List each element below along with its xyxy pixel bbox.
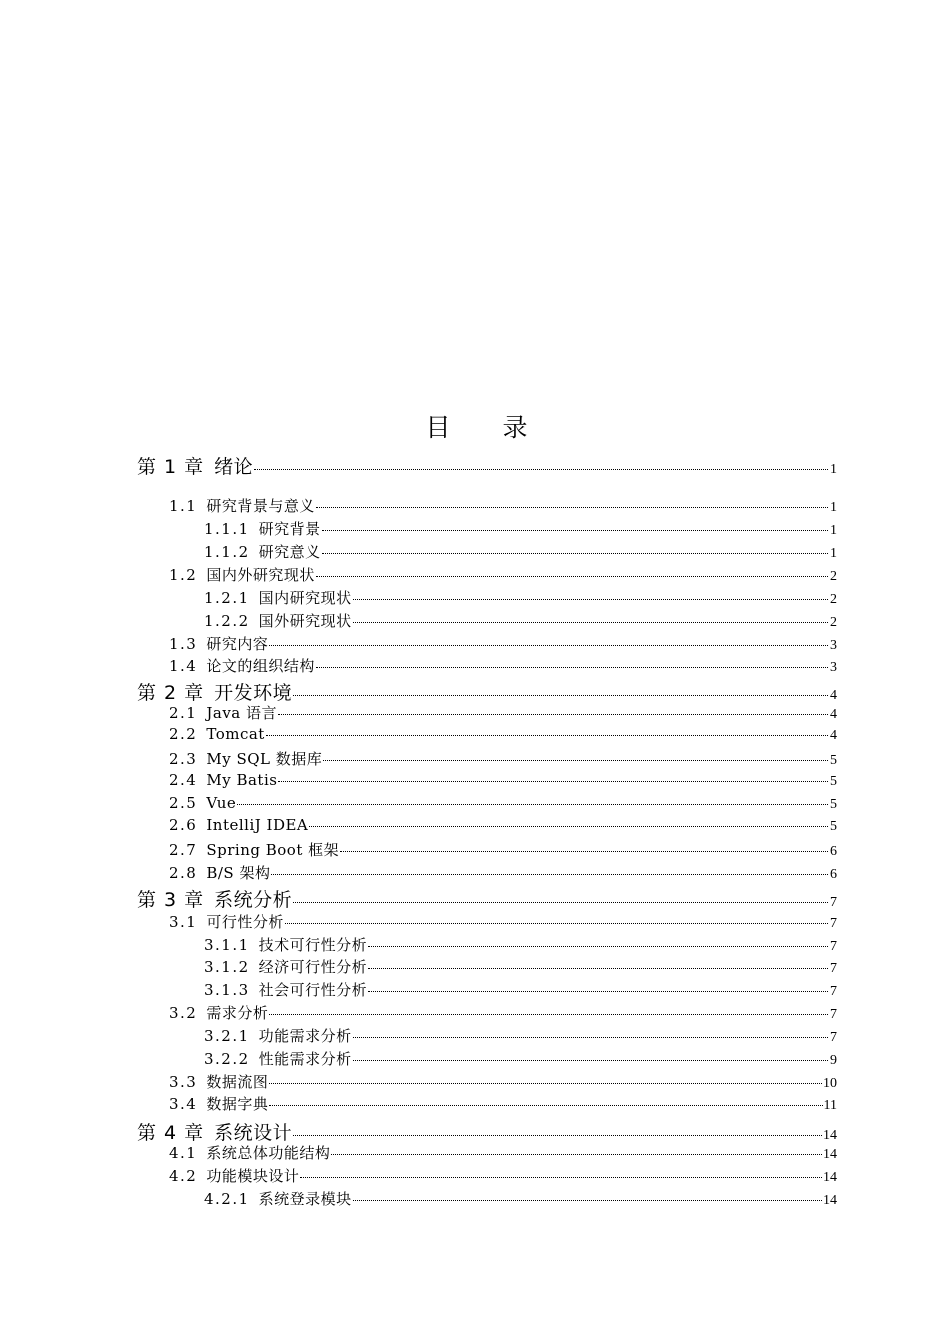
toc-entry-title: 技术可行性分析 bbox=[258, 936, 368, 954]
toc-entry-number: 第 3 章 bbox=[137, 889, 205, 911]
toc-entry-title: 数据流图 bbox=[206, 1073, 269, 1091]
toc-entry-number: 3.2.1 bbox=[204, 1027, 250, 1045]
toc-entry-page: 14 bbox=[823, 1193, 837, 1208]
toc-entry-page: 5 bbox=[830, 774, 837, 789]
toc-entry-number: 4.2 bbox=[169, 1167, 198, 1185]
toc-entry-number: 4.1 bbox=[169, 1144, 198, 1162]
toc-entry-number: 第 2 章 bbox=[137, 682, 205, 704]
toc-entry[interactable] bbox=[204, 610, 837, 631]
toc-entry-title: 研究背景 bbox=[258, 520, 321, 538]
toc-entry[interactable] bbox=[169, 1093, 837, 1114]
toc-entry[interactable] bbox=[137, 885, 837, 912]
toc-entry-title: 开发环境 bbox=[214, 682, 293, 704]
toc-entry-page: 3 bbox=[830, 638, 837, 653]
toc-entry[interactable] bbox=[169, 911, 837, 932]
toc-entry-title: 社会可行性分析 bbox=[258, 981, 368, 999]
toc-entry-page: 3 bbox=[830, 660, 837, 675]
toc-entry-page: 1 bbox=[830, 462, 837, 477]
toc-entry-title: IntelliJ IDEA bbox=[206, 816, 309, 834]
dot-leader bbox=[340, 851, 828, 852]
toc-entry-number: 第 1 章 bbox=[137, 456, 205, 478]
toc-entry[interactable] bbox=[204, 979, 837, 1000]
toc-entry[interactable] bbox=[169, 1165, 837, 1186]
toc-entry-title: 经济可行性分析 bbox=[258, 958, 368, 976]
dot-leader bbox=[293, 902, 828, 903]
toc-entry-title: 系统总体功能结构 bbox=[206, 1144, 331, 1162]
dot-leader bbox=[300, 1177, 822, 1178]
toc-entry-title: 国外研究现状 bbox=[258, 612, 352, 630]
toc-entry-title: 功能模块设计 bbox=[206, 1167, 300, 1185]
toc-entry-page: 10 bbox=[823, 1076, 837, 1091]
toc-entry-number: 1.3 bbox=[169, 635, 198, 653]
toc-entry-title: Java 语言 bbox=[206, 704, 278, 722]
toc-entry-title: 论文的组织结构 bbox=[206, 657, 315, 675]
toc-entry-number: 2.7 bbox=[169, 841, 198, 859]
toc-entry[interactable] bbox=[169, 655, 837, 676]
toc-entry-number: 1.1.1 bbox=[204, 520, 250, 538]
toc-entry[interactable] bbox=[169, 839, 837, 860]
toc-entry-title: Tomcat bbox=[206, 725, 265, 743]
toc-entry-page: 7 bbox=[830, 895, 837, 910]
toc-entry-title: 研究背景与意义 bbox=[206, 497, 315, 515]
toc-entry-page: 11 bbox=[823, 1098, 837, 1113]
toc-entry-page: 1 bbox=[830, 523, 837, 538]
toc-entry-title: 系统登录模块 bbox=[258, 1190, 352, 1208]
toc-entry-page: 1 bbox=[830, 546, 837, 561]
toc-entry-page: 14 bbox=[823, 1147, 837, 1162]
toc-entry-title: B/S 架构 bbox=[206, 864, 271, 882]
toc-entry-page: 7 bbox=[830, 1007, 837, 1022]
dot-leader bbox=[323, 760, 828, 761]
toc-entry-page: 2 bbox=[830, 569, 837, 584]
toc-entry[interactable] bbox=[204, 1048, 837, 1069]
toc-entry-page: 1 bbox=[830, 500, 837, 515]
dot-leader bbox=[316, 576, 828, 577]
toc-entry-title: 国内研究现状 bbox=[258, 589, 352, 607]
toc-entry-number: 3.3 bbox=[169, 1073, 198, 1091]
toc-entry[interactable] bbox=[169, 862, 837, 883]
toc-entry[interactable] bbox=[169, 725, 837, 744]
dot-leader bbox=[278, 714, 828, 715]
dot-leader bbox=[309, 826, 828, 827]
toc-entry[interactable] bbox=[169, 1142, 837, 1163]
toc-entry-page: 6 bbox=[830, 867, 837, 882]
toc-entry-page: 4 bbox=[830, 688, 837, 703]
dot-leader bbox=[269, 1105, 822, 1106]
toc-entry[interactable] bbox=[169, 1002, 837, 1023]
toc-entry-number: 2.1 bbox=[169, 704, 198, 722]
dot-leader bbox=[353, 1037, 828, 1038]
toc-entry-number: 1.1.2 bbox=[204, 543, 250, 561]
dot-leader bbox=[271, 874, 828, 875]
toc-entry-title: My SQL 数据库 bbox=[206, 750, 323, 768]
dot-leader bbox=[293, 1135, 822, 1136]
dot-leader bbox=[285, 923, 828, 924]
dot-leader bbox=[266, 735, 828, 736]
toc-entry-number: 第 4 章 bbox=[137, 1122, 205, 1144]
toc-entry[interactable] bbox=[137, 452, 837, 479]
toc-entry-title: Spring Boot 框架 bbox=[206, 841, 340, 859]
toc-entry-page: 2 bbox=[830, 615, 837, 630]
toc-entry[interactable] bbox=[204, 587, 837, 608]
toc-entry-title: 数据字典 bbox=[206, 1095, 269, 1113]
toc-entry-number: 1.2.2 bbox=[204, 612, 250, 630]
toc-entry-page: 7 bbox=[830, 961, 837, 976]
toc-entry-title: 系统分析 bbox=[214, 889, 293, 911]
toc-entry-title: My Batis bbox=[206, 771, 278, 789]
dot-leader bbox=[269, 1083, 822, 1084]
dot-leader bbox=[322, 530, 828, 531]
dot-leader bbox=[316, 507, 828, 508]
toc-entry-page: 4 bbox=[830, 707, 837, 722]
toc-entry[interactable] bbox=[137, 1118, 837, 1145]
toc-entry-number: 2.5 bbox=[169, 794, 198, 812]
toc-entry-page: 9 bbox=[830, 1053, 837, 1068]
toc-entry-page: 5 bbox=[830, 753, 837, 768]
toc-entry[interactable] bbox=[169, 633, 837, 654]
dot-leader bbox=[331, 1154, 822, 1155]
toc-entry[interactable] bbox=[204, 541, 837, 562]
dot-leader bbox=[353, 1060, 828, 1061]
dot-leader bbox=[237, 804, 828, 805]
dot-leader bbox=[254, 469, 828, 470]
toc-entry-number: 4.2.1 bbox=[204, 1190, 250, 1208]
dot-leader bbox=[278, 781, 828, 782]
dot-leader bbox=[316, 667, 828, 668]
toc-entry-number: 3.2.2 bbox=[204, 1050, 250, 1068]
toc-entry-title: 功能需求分析 bbox=[258, 1027, 352, 1045]
dot-leader bbox=[368, 991, 828, 992]
toc-entry-page: 5 bbox=[830, 797, 837, 812]
toc-entry-number: 3.1 bbox=[169, 913, 198, 931]
dot-leader bbox=[269, 645, 828, 646]
toc-entry[interactable] bbox=[169, 702, 837, 723]
toc-entry-number: 3.1.2 bbox=[204, 958, 250, 976]
toc-entry-title: 性能需求分析 bbox=[258, 1050, 352, 1068]
toc-entry[interactable] bbox=[204, 518, 837, 539]
toc-entry-page: 7 bbox=[830, 984, 837, 999]
toc-entry-number: 1.2.1 bbox=[204, 589, 250, 607]
toc-entry-title: 可行性分析 bbox=[206, 913, 284, 931]
toc-entry-title: 绪论 bbox=[214, 456, 254, 478]
dot-leader bbox=[368, 968, 828, 969]
toc-entry-title: 系统设计 bbox=[214, 1122, 293, 1144]
toc-entry-page: 4 bbox=[830, 728, 837, 743]
toc-entry-title: Vue bbox=[206, 794, 237, 812]
toc-entry-number: 1.2 bbox=[169, 566, 198, 584]
toc-entry-page: 2 bbox=[830, 592, 837, 607]
toc-entry-number: 2.3 bbox=[169, 750, 198, 768]
toc-entry[interactable] bbox=[169, 495, 837, 516]
toc-entry[interactable] bbox=[204, 1025, 837, 1046]
toc-entry[interactable] bbox=[169, 771, 837, 790]
dot-leader bbox=[269, 1014, 828, 1015]
dot-leader bbox=[293, 695, 828, 696]
toc-entry-page: 14 bbox=[823, 1170, 837, 1185]
toc-entry-number: 2.6 bbox=[169, 816, 198, 834]
toc-title: 目 录 bbox=[425, 413, 550, 442]
toc-entry[interactable] bbox=[169, 748, 837, 769]
toc-entry-number: 2.8 bbox=[169, 864, 198, 882]
toc-entry[interactable] bbox=[204, 956, 837, 977]
toc-entry-page: 7 bbox=[830, 916, 837, 931]
toc-entry[interactable] bbox=[204, 1188, 837, 1209]
toc-entry[interactable] bbox=[169, 794, 837, 813]
toc-entry-page: 5 bbox=[830, 819, 837, 834]
toc-entry-title: 需求分析 bbox=[206, 1004, 269, 1022]
toc-entry-number: 3.1.1 bbox=[204, 936, 250, 954]
toc-entry-number: 2.2 bbox=[169, 725, 198, 743]
toc-entry[interactable] bbox=[169, 816, 837, 835]
dot-leader bbox=[322, 553, 828, 554]
toc-entry[interactable] bbox=[169, 1071, 837, 1092]
dot-leader bbox=[353, 1200, 822, 1201]
toc-entry-page: 14 bbox=[823, 1128, 837, 1143]
toc-entry-number: 2.4 bbox=[169, 771, 198, 789]
toc-entry-title: 研究内容 bbox=[206, 635, 269, 653]
toc-entry-page: 6 bbox=[830, 844, 837, 859]
toc-entry[interactable] bbox=[137, 678, 837, 705]
toc-entry-title: 研究意义 bbox=[258, 543, 321, 561]
toc-entry-number: 3.4 bbox=[169, 1095, 198, 1113]
toc-entry-number: 1.1 bbox=[169, 497, 198, 515]
toc-entry-number: 3.2 bbox=[169, 1004, 198, 1022]
toc-entry-title: 国内外研究现状 bbox=[206, 566, 315, 584]
dot-leader bbox=[368, 946, 828, 947]
toc-entry[interactable] bbox=[169, 564, 837, 585]
toc-entry-number: 3.1.3 bbox=[204, 981, 250, 999]
dot-leader bbox=[353, 599, 828, 600]
toc-entry[interactable] bbox=[204, 934, 837, 955]
toc-entry-page: 7 bbox=[830, 1030, 837, 1045]
dot-leader bbox=[353, 622, 828, 623]
toc-entry-page: 7 bbox=[830, 939, 837, 954]
toc-entry-number: 1.4 bbox=[169, 657, 198, 675]
